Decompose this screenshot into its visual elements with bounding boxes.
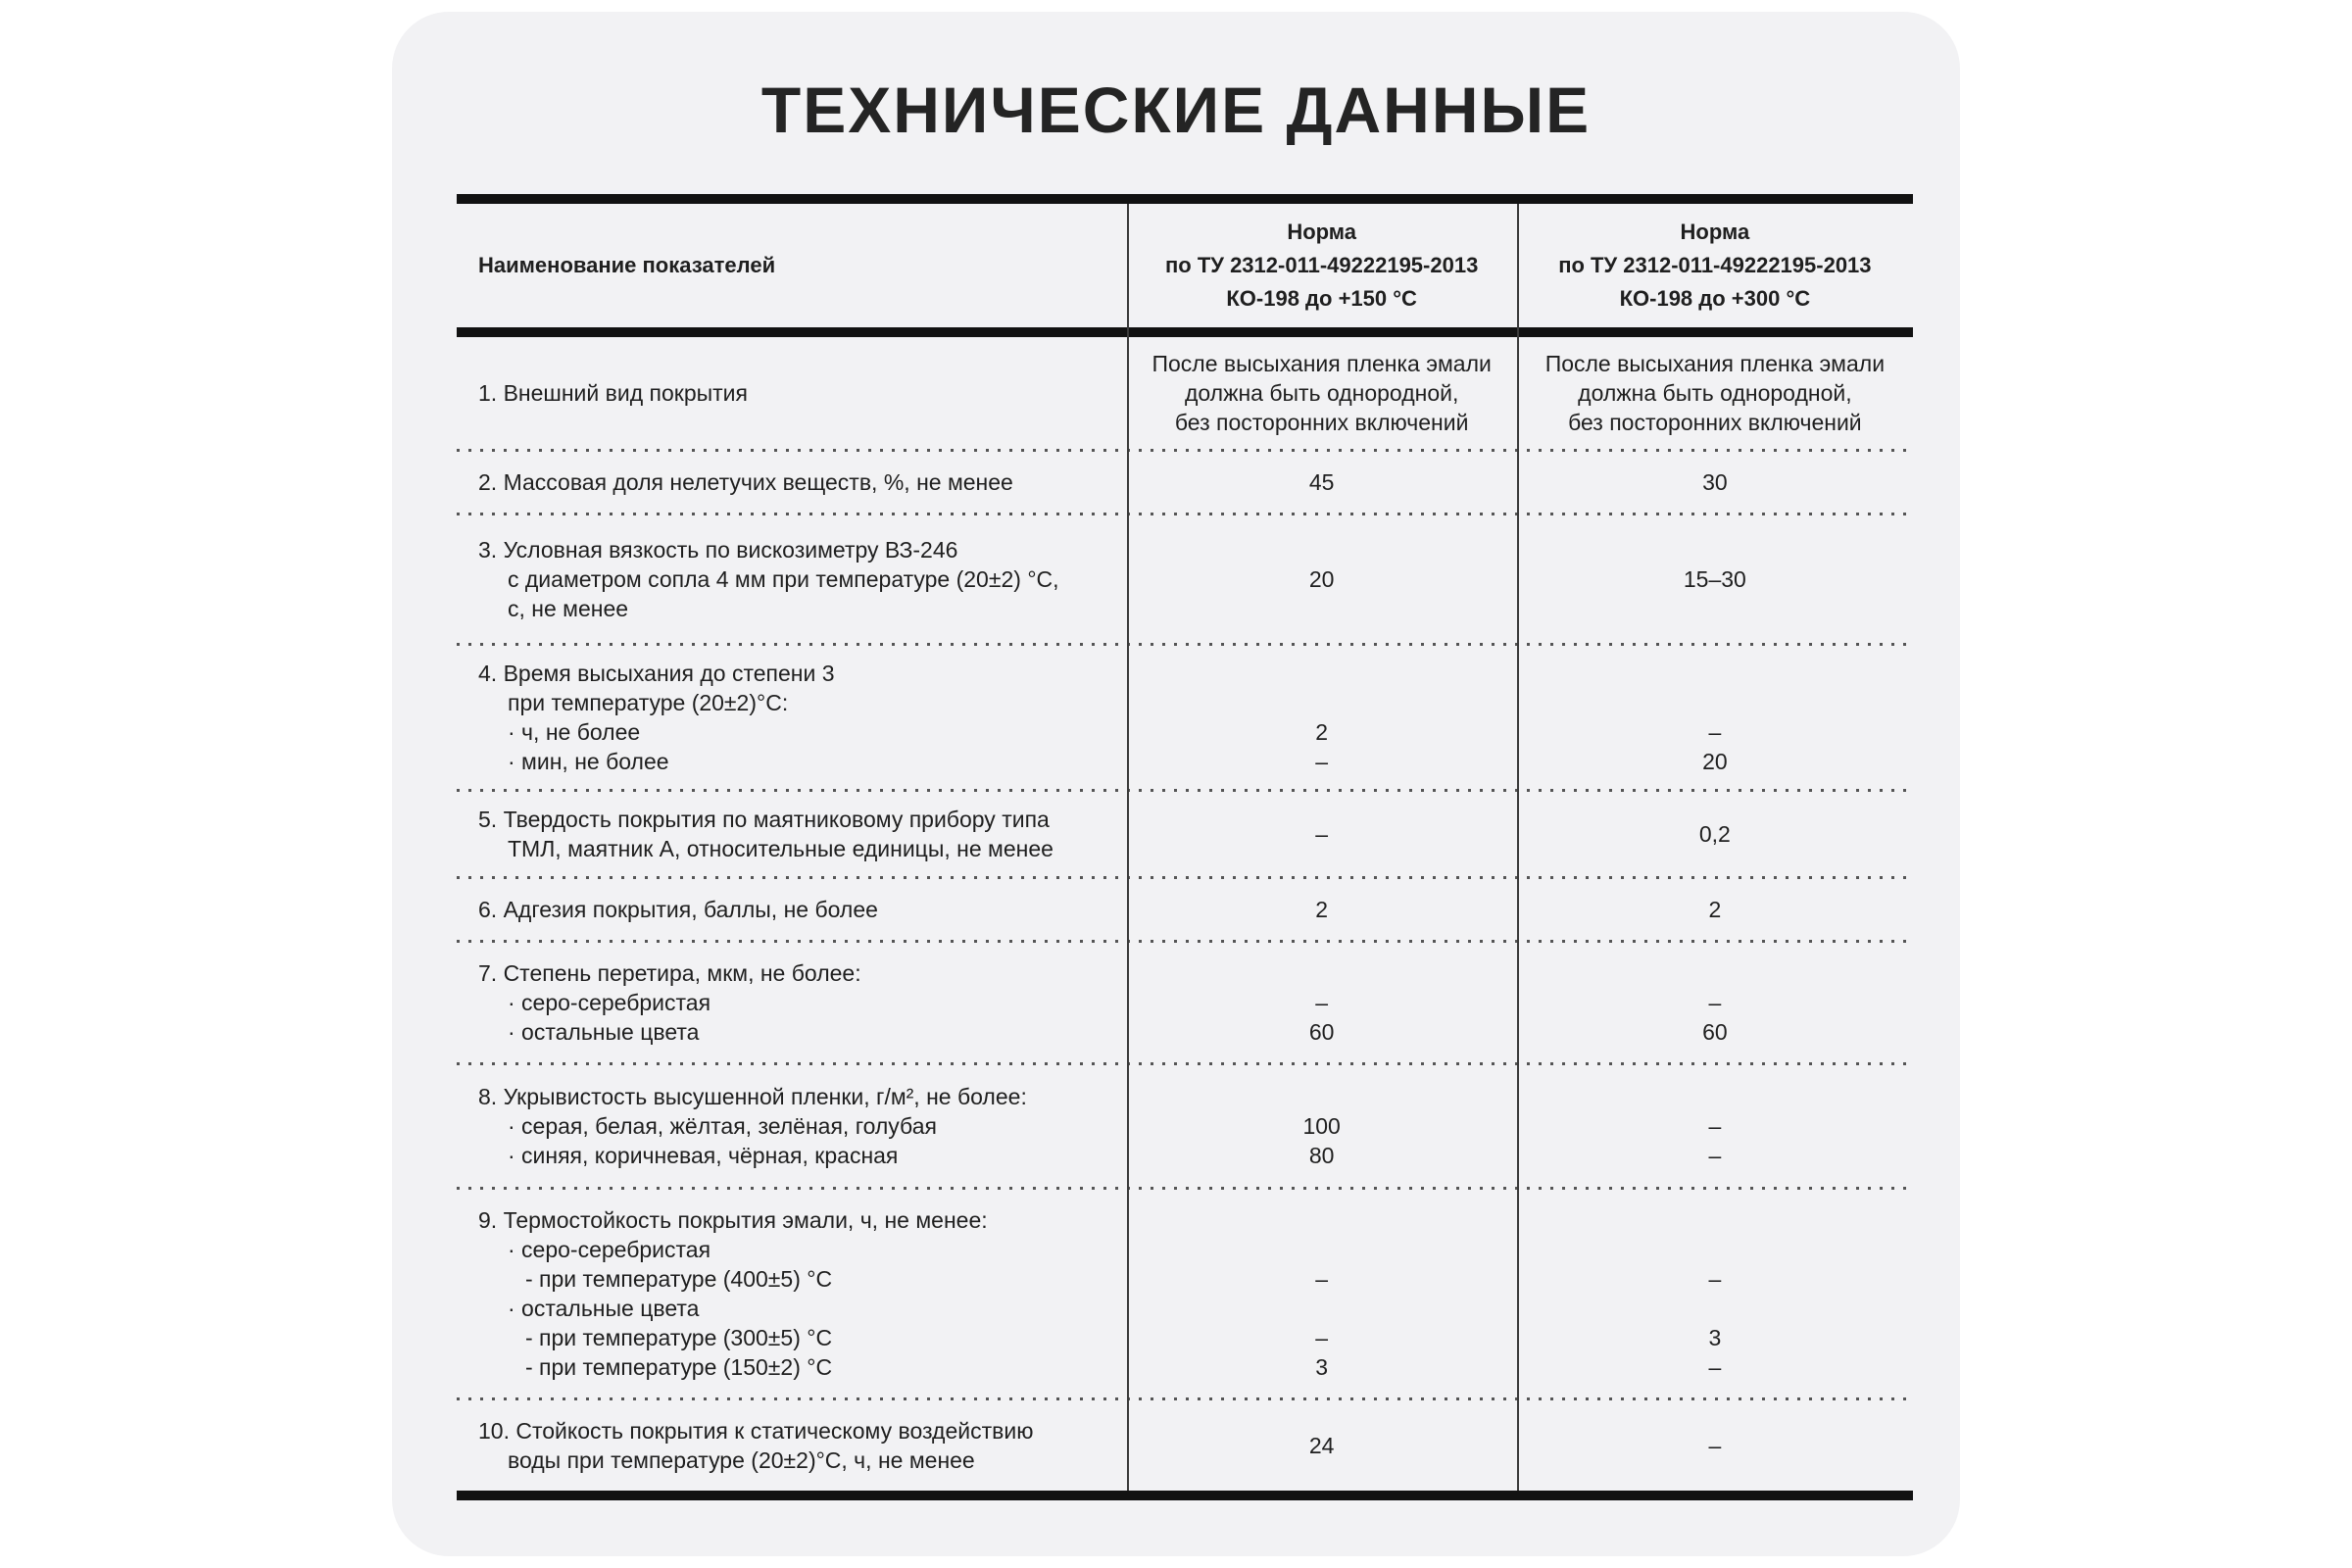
column-divider xyxy=(1517,204,1519,1491)
row-value-line: – xyxy=(1708,719,1722,745)
row-value-line xyxy=(1127,1205,1517,1235)
row-value-line: 20 xyxy=(1702,749,1728,774)
row-label-line: · мин, не более xyxy=(508,749,669,774)
table-row xyxy=(457,1190,1913,1397)
row-value-line: – xyxy=(1315,821,1329,847)
row-name-cell xyxy=(457,337,1127,449)
row-value-cell-150 xyxy=(1127,1190,1517,1397)
row-name-cell xyxy=(457,943,1127,1062)
technical-data-card xyxy=(392,12,1960,1556)
row-value-line: 0,2 xyxy=(1698,821,1731,847)
row-value-cell-300 xyxy=(1517,452,1913,513)
row-value-cell-150 xyxy=(1127,792,1517,876)
row-value-line xyxy=(1127,1235,1517,1264)
row-value-cell-300 xyxy=(1517,337,1913,449)
row-value-cell-300 xyxy=(1517,792,1913,876)
row-label-line: при температуре (20±2)°С: xyxy=(508,690,789,715)
header-line: Норма xyxy=(1680,220,1750,244)
row-value-line xyxy=(1127,1082,1517,1111)
row-value-line: 2 xyxy=(1315,719,1329,745)
row-value-line xyxy=(1127,688,1517,717)
row-value-cell-150 xyxy=(1127,515,1517,643)
row-name-cell xyxy=(457,646,1127,789)
row-label-line: - при температуре (400±5) °С xyxy=(525,1266,833,1292)
row-label-line: 2. Массовая доля нелетучих веществ, %, не менее xyxy=(478,469,1013,495)
row-value-cell-150 xyxy=(1127,452,1517,513)
header-norm-300-col xyxy=(1517,204,1913,327)
row-value-line xyxy=(1517,1082,1913,1111)
row-label-line: воды при температуре (20±2)°С, ч, не менее xyxy=(508,1447,975,1473)
row-value-line: 20 xyxy=(1308,566,1335,592)
row-value-line: – xyxy=(1315,990,1329,1015)
row-value-line: После высыхания пленка эмали xyxy=(1152,351,1492,376)
row-label-line: с диаметром сопла 4 мм при температуре (20±2) °С, xyxy=(508,566,1059,592)
row-label-line: 8. Укрывистость высушенной пленки, г/м², не более: xyxy=(478,1084,1027,1109)
row-value-line xyxy=(1517,688,1913,717)
row-value-line: 3 xyxy=(1708,1325,1722,1350)
header-line: КО-198 до +150 °С xyxy=(1226,286,1417,311)
row-value-line: – xyxy=(1708,1266,1722,1292)
row-label-line: 6. Адгезия покрытия, баллы, не более xyxy=(478,897,878,922)
row-label-line: 10. Стойкость покрытия к статическому воздействию xyxy=(478,1418,1034,1444)
row-value-line: 2 xyxy=(1708,897,1722,922)
row-value-cell-300 xyxy=(1517,943,1913,1062)
row-value-cell-300 xyxy=(1517,1065,1913,1187)
row-value-line: – xyxy=(1315,1325,1329,1350)
header-norm-150-col xyxy=(1127,204,1517,327)
row-label-line: - при температуре (300±5) °С xyxy=(525,1325,833,1350)
table-row xyxy=(457,1065,1913,1187)
row-value-line: 15–30 xyxy=(1683,566,1746,592)
table-body xyxy=(457,337,1913,1491)
table-row xyxy=(457,337,1913,449)
row-value-cell-300 xyxy=(1517,1190,1913,1397)
row-value-line: 2 xyxy=(1315,897,1329,922)
row-name-cell xyxy=(457,515,1127,643)
row-value-line xyxy=(1127,1294,1517,1323)
row-name-cell xyxy=(457,1400,1127,1491)
header-line: Норма xyxy=(1287,220,1357,244)
table-row xyxy=(457,879,1913,940)
header-name-col: Наименование показателей xyxy=(478,253,776,277)
row-value-line xyxy=(1517,1294,1913,1323)
row-label-line: · остальные цвета xyxy=(508,1296,700,1321)
row-value-line xyxy=(1517,1205,1913,1235)
row-value-line: 60 xyxy=(1308,1019,1335,1045)
row-label-line: 7. Степень перетира, мкм, не более: xyxy=(478,960,861,986)
row-value-line xyxy=(1517,958,1913,988)
row-value-line: должна быть однородной, xyxy=(1578,380,1852,406)
row-value-line: – xyxy=(1708,1143,1722,1168)
table-header-row xyxy=(457,204,1913,337)
row-label-line: 1. Внешний вид покрытия xyxy=(478,380,748,406)
row-value-line: без посторонних включений xyxy=(1568,410,1862,435)
row-value-line: После высыхания пленка эмали xyxy=(1544,351,1886,376)
row-value-line: – xyxy=(1708,1433,1722,1458)
table-row xyxy=(457,515,1913,643)
header-line: по ТУ 2312-011-49222195-2013 xyxy=(1165,253,1479,277)
row-value-line: должна быть однородной, xyxy=(1184,380,1459,406)
row-value-cell-150 xyxy=(1127,1400,1517,1491)
row-value-cell-300 xyxy=(1517,879,1913,940)
row-name-cell xyxy=(457,792,1127,876)
table-row xyxy=(457,452,1913,513)
row-label-line: · серо-серебристая xyxy=(508,990,711,1015)
row-value-cell-300 xyxy=(1517,646,1913,789)
row-label-line: · серо-серебристая xyxy=(508,1237,711,1262)
row-label-line: с, не менее xyxy=(508,596,629,621)
row-label-line: 4. Время высыхания до степени 3 xyxy=(478,661,835,686)
row-value-line xyxy=(1517,659,1913,688)
table-row xyxy=(457,943,1913,1062)
page-title: ТЕХНИЧЕСКИЕ ДАННЫЕ xyxy=(760,74,1592,146)
row-value-line: 30 xyxy=(1702,469,1728,495)
row-label-line: ТМЛ, маятник А, относительные единицы, не менее xyxy=(508,836,1054,861)
row-value-line: – xyxy=(1708,1113,1722,1139)
row-value-cell-300 xyxy=(1517,515,1913,643)
row-value-line xyxy=(1127,958,1517,988)
row-name-cell xyxy=(457,1065,1127,1187)
row-label-line: · серая, белая, жёлтая, зелёная, голубая xyxy=(508,1113,937,1139)
row-value-line: – xyxy=(1708,990,1722,1015)
row-value-cell-150 xyxy=(1127,879,1517,940)
table-row xyxy=(457,1400,1913,1491)
header-line: КО-198 до +300 °С xyxy=(1619,286,1811,311)
row-label-line: - при температуре (150±2) °С xyxy=(525,1354,833,1380)
row-label-line: · синяя, коричневая, чёрная, красная xyxy=(508,1143,899,1168)
row-label-line: 3. Условная вязкость по вискозиметру ВЗ-246 xyxy=(478,537,958,563)
row-value-line: 80 xyxy=(1308,1143,1335,1168)
row-name-cell xyxy=(457,452,1127,513)
table-row xyxy=(457,792,1913,876)
row-value-cell-150 xyxy=(1127,646,1517,789)
row-value-line: 60 xyxy=(1702,1019,1728,1045)
row-label-line: 5. Твердость покрытия по маятниковому прибору типа xyxy=(478,807,1050,832)
row-value-line: 100 xyxy=(1302,1113,1341,1139)
row-value-line xyxy=(1127,659,1517,688)
row-name-cell xyxy=(457,879,1127,940)
row-label-line: 9. Термостойкость покрытия эмали, ч, не менее: xyxy=(478,1207,988,1233)
column-divider xyxy=(1127,204,1129,1491)
row-value-line: – xyxy=(1315,1266,1329,1292)
row-name-cell xyxy=(457,1190,1127,1397)
row-value-cell-150 xyxy=(1127,337,1517,449)
row-value-line: 45 xyxy=(1308,469,1335,495)
row-value-cell-300 xyxy=(1517,1400,1913,1491)
row-value-line xyxy=(1517,1235,1913,1264)
row-label-line: · ч, не более xyxy=(508,719,641,745)
row-value-line: – xyxy=(1708,1354,1722,1380)
header-line: по ТУ 2312-011-49222195-2013 xyxy=(1558,253,1872,277)
row-value-line: без посторонних включений xyxy=(1174,410,1469,435)
row-value-line: 24 xyxy=(1308,1433,1335,1458)
row-value-cell-150 xyxy=(1127,943,1517,1062)
table-row xyxy=(457,646,1913,789)
row-label-line: · остальные цвета xyxy=(508,1019,700,1045)
technical-data-table xyxy=(457,194,1913,1500)
row-value-line: 3 xyxy=(1315,1354,1329,1380)
row-value-line: – xyxy=(1315,749,1329,774)
row-value-cell-150 xyxy=(1127,1065,1517,1187)
